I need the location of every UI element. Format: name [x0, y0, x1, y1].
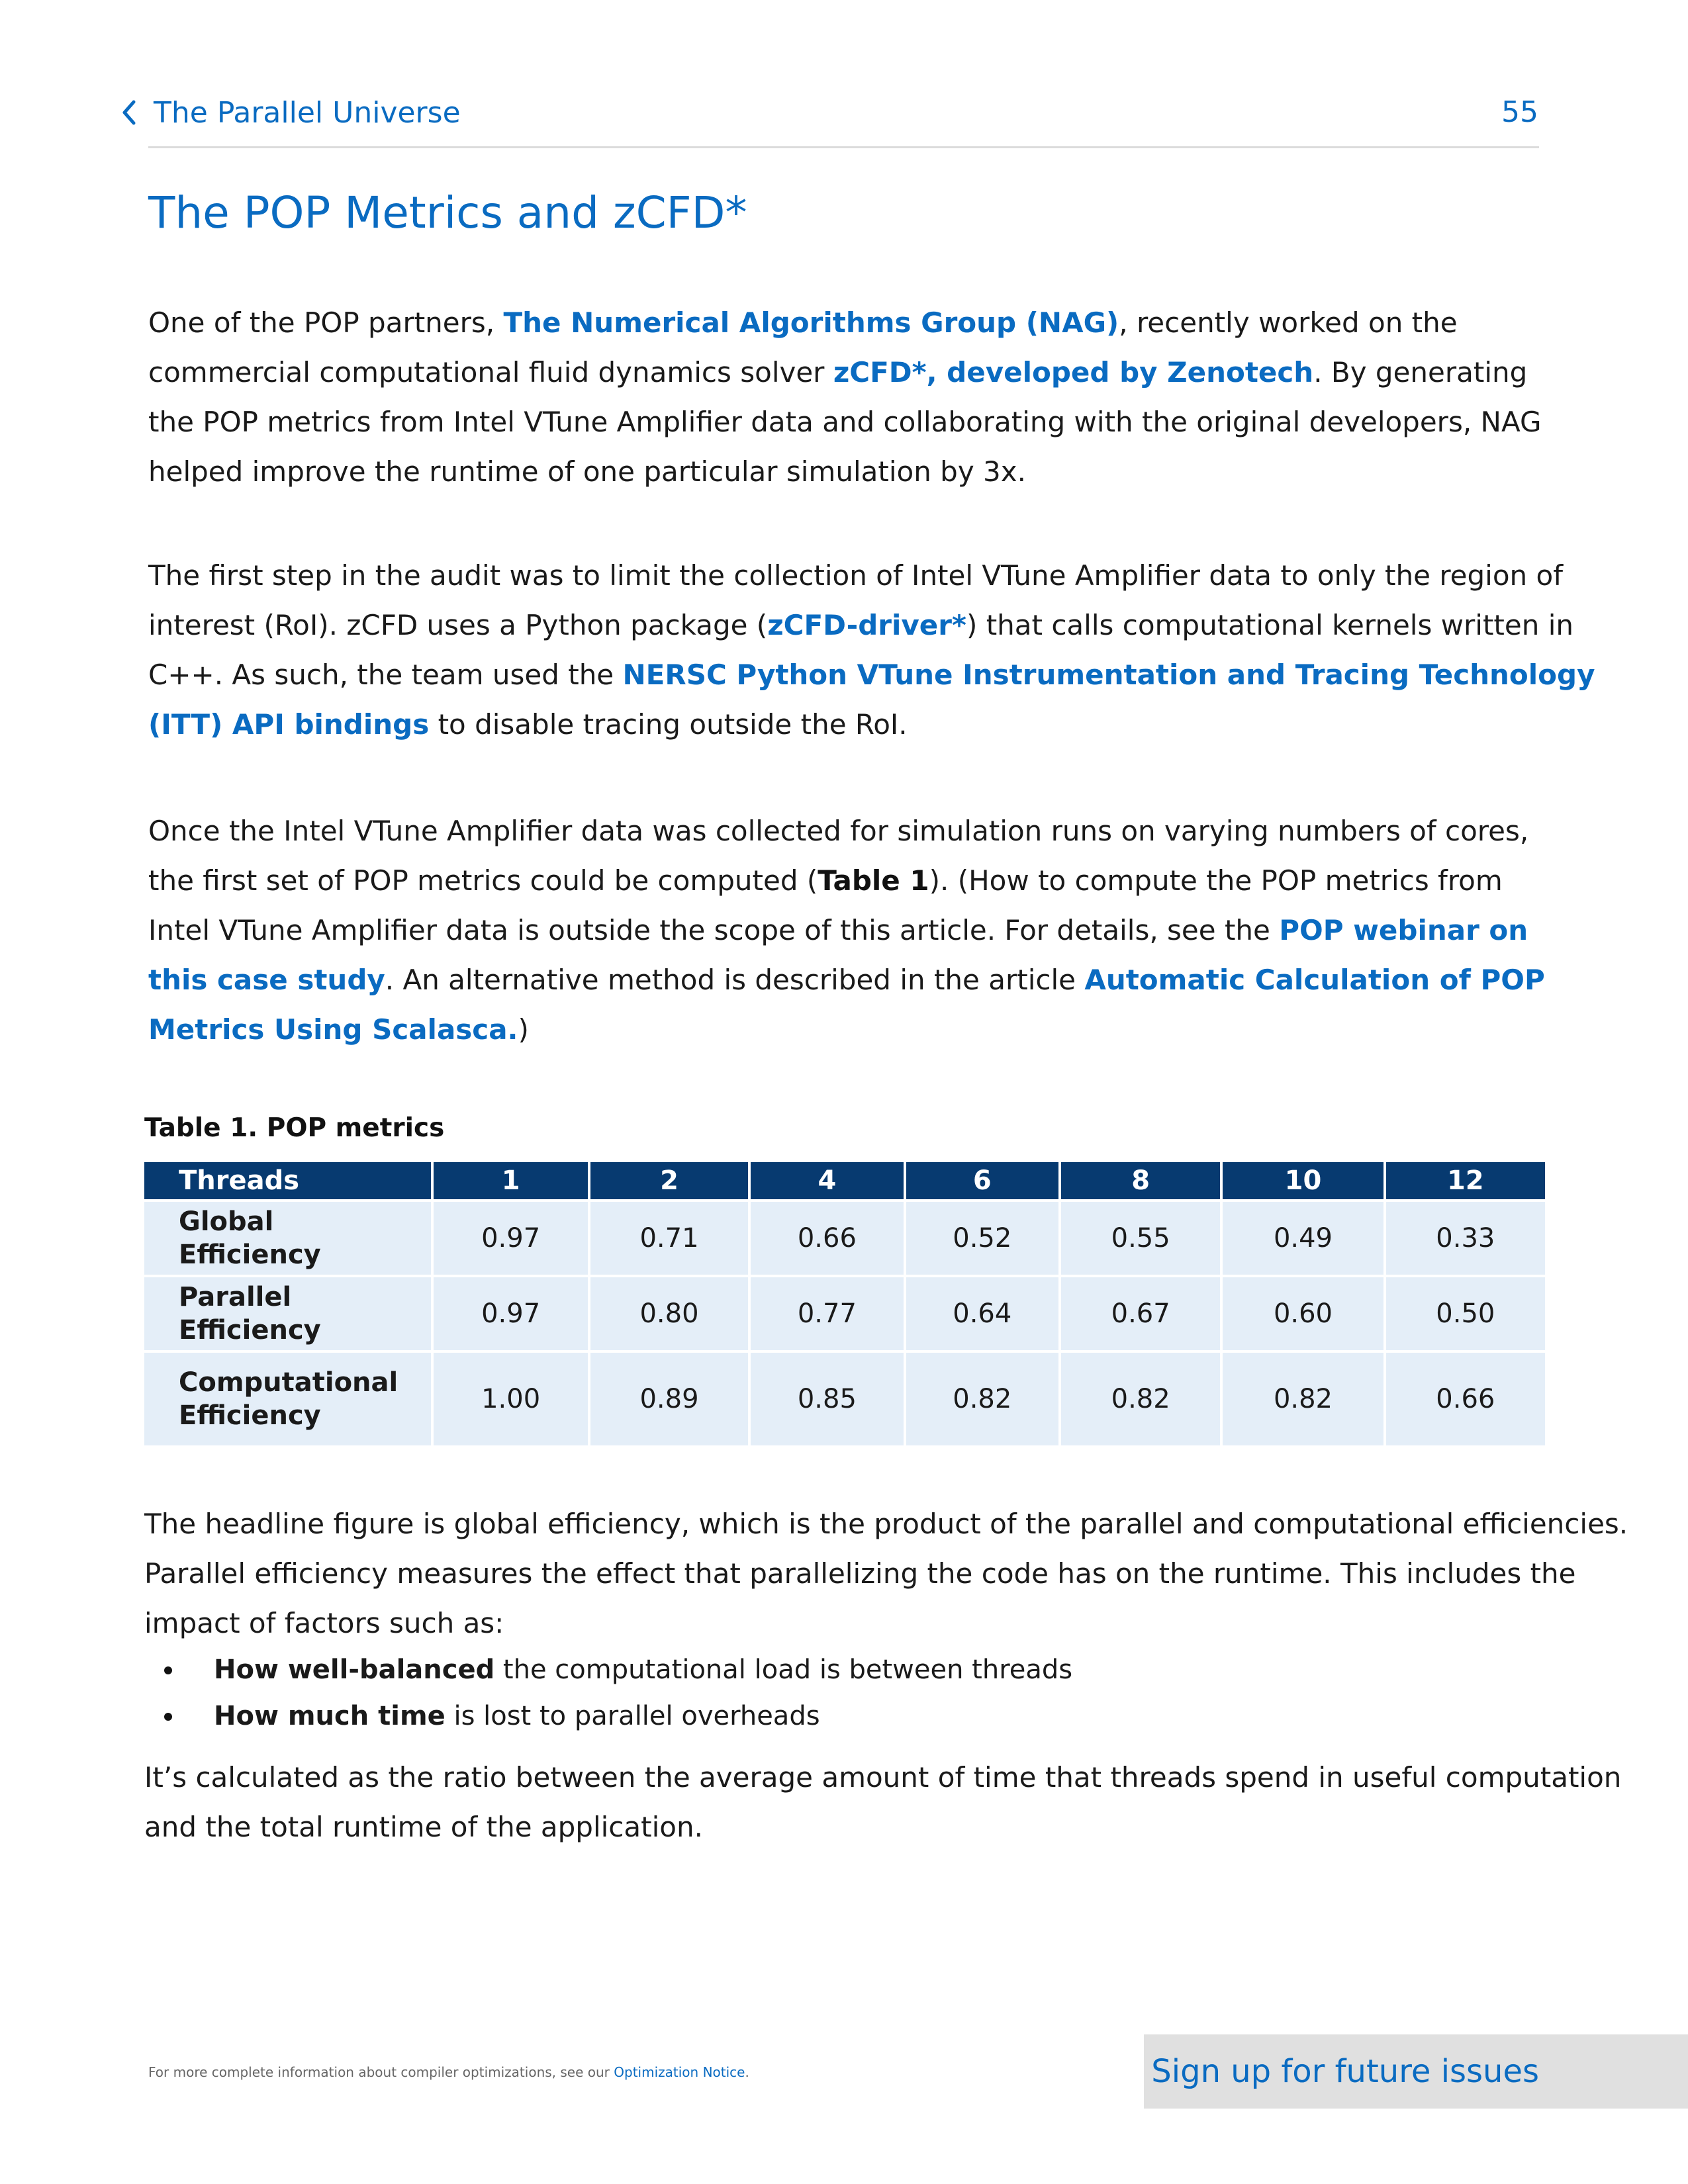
text: ) that calls computational kernels written in — [966, 609, 1574, 641]
table-cell: 0.55 — [1061, 1202, 1220, 1275]
pop-metrics-table — [142, 1160, 1548, 1448]
table-row — [144, 1277, 1545, 1350]
table-cell: 0.64 — [906, 1277, 1058, 1350]
list-item-bold: How much time — [214, 1701, 445, 1731]
table-cell: 0.50 — [1386, 1277, 1545, 1350]
page-title: The POP Metrics and zCFD* — [148, 187, 747, 238]
pop-webinar-link-cont[interactable]: this case study — [148, 964, 385, 996]
signup-button[interactable] — [1144, 2034, 1688, 2109]
nersc-itt-link-cont[interactable]: (ITT) API bindings — [148, 708, 430, 741]
column-header: Threads — [144, 1162, 431, 1199]
paragraph-headline-figure — [144, 1499, 1628, 1648]
table-caption: Table 1. POP metrics — [144, 1113, 445, 1143]
table-cell: 0.71 — [590, 1202, 748, 1275]
pop-webinar-link[interactable]: POP webinar on — [1279, 914, 1528, 946]
table-cell: 0.85 — [751, 1353, 903, 1445]
table-cell: 0.82 — [1223, 1353, 1383, 1445]
table-cell: 1.00 — [434, 1353, 587, 1445]
nersc-itt-link[interactable]: NERSC Python VTune Instrumentation and Tracing Technology — [622, 659, 1595, 691]
table-cell: 0.67 — [1061, 1277, 1220, 1350]
text: C++. As such, the team used the — [148, 659, 623, 691]
table-cell: 0.60 — [1223, 1277, 1383, 1350]
optimization-notice-link[interactable]: Optimization Notice — [614, 2064, 745, 2080]
footer-text: For more complete information about compiler optimizations, see our — [148, 2064, 614, 2080]
text: and the total runtime of the application. — [144, 1811, 703, 1843]
signup-label: Sign up for future issues — [1151, 2053, 1539, 2090]
scalasca-article-link[interactable]: Automatic Calculation of POP — [1084, 964, 1545, 996]
table-cell: 0.97 — [434, 1277, 587, 1350]
column-header: 6 — [906, 1162, 1058, 1199]
magazine-title: The Parallel Universe — [154, 95, 461, 130]
table-cell: 0.49 — [1223, 1202, 1383, 1275]
column-header: 4 — [751, 1162, 903, 1199]
text: Intel VTune Amplifier data is outside the scope of this article. For details, see the — [148, 914, 1280, 946]
column-header: 2 — [590, 1162, 748, 1199]
text: Parallel efficiency measures the effect that parallelizing the code has on the runtime. This includes the — [144, 1557, 1576, 1590]
zcfd-driver-link[interactable]: zCFD-driver* — [767, 609, 966, 641]
table-cell: 0.66 — [1386, 1353, 1545, 1445]
text: interest (RoI). zCFD uses a Python package ( — [148, 609, 768, 641]
list-item — [144, 1693, 1072, 1739]
text: . An alternative method is described in the article — [385, 964, 1085, 996]
table-cell: 0.77 — [751, 1277, 903, 1350]
text: . By generating — [1313, 356, 1528, 388]
footer-note — [148, 2062, 749, 2082]
row-header — [144, 1277, 431, 1350]
text: The headline figure is global efficiency, which is the product of the parallel and computational efficiencies. — [144, 1508, 1628, 1540]
row-label: Parallel — [179, 1282, 292, 1312]
table-cell: 0.52 — [906, 1202, 1058, 1275]
list-item-bold: How well-balanced — [214, 1655, 495, 1685]
row-label: Efficiency — [179, 1315, 321, 1345]
column-header: 10 — [1223, 1162, 1383, 1199]
row-label: Computational — [179, 1367, 399, 1398]
column-header: 12 — [1386, 1162, 1545, 1199]
text: to disable tracing outside the RoI. — [429, 708, 908, 741]
column-header: 8 — [1061, 1162, 1220, 1199]
table-cell: 0.33 — [1386, 1202, 1545, 1275]
text: ) — [518, 1013, 529, 1046]
factors-list — [144, 1647, 1072, 1739]
row-header — [144, 1353, 431, 1445]
row-label: Efficiency — [179, 1240, 321, 1270]
text: the first set of POP metrics could be computed ( — [148, 864, 818, 897]
table-reference: Table 1 — [818, 864, 929, 897]
list-item-text: is lost to parallel overheads — [445, 1701, 820, 1731]
table-cell: 0.82 — [1061, 1353, 1220, 1445]
page-number: 55 — [1501, 95, 1538, 129]
scalasca-article-link-cont[interactable]: Metrics Using Scalasca. — [148, 1013, 518, 1046]
text: Once the Intel VTune Amplifier data was collected for simulation runs on varying numbers of cores, — [148, 815, 1529, 847]
table-row — [144, 1353, 1545, 1445]
text: the POP metrics from Intel VTune Amplifier data and collaborating with the original developers, NAG — [148, 406, 1542, 438]
text: , recently worked on the — [1119, 306, 1458, 339]
footer-text: . — [745, 2064, 749, 2080]
table-cell: 0.66 — [751, 1202, 903, 1275]
list-item-text: the computational load is between threads — [494, 1655, 1073, 1685]
text: helped improve the runtime of one particular simulation by 3x. — [148, 455, 1026, 488]
text: The first step in the audit was to limit the collection of Intel VTune Amplifier data to only the region of — [148, 559, 1563, 592]
paragraph-audit — [148, 551, 1595, 749]
table-row — [144, 1202, 1545, 1275]
list-item — [144, 1647, 1072, 1693]
paragraph-metrics — [148, 806, 1545, 1054]
table-cell: 0.82 — [906, 1353, 1058, 1445]
paragraph-intro — [148, 298, 1545, 496]
text: ). (How to compute the POP metrics from — [929, 864, 1503, 897]
text: One of the POP partners, — [148, 306, 504, 339]
back-to-magazine-link[interactable] — [119, 93, 461, 132]
text: commercial computational fluid dynamics solver — [148, 356, 833, 388]
header-divider — [148, 146, 1539, 148]
table-cell: 0.89 — [590, 1353, 748, 1445]
row-header — [144, 1202, 431, 1275]
text: It’s calculated as the ratio between the average amount of time that threads spend in useful computation — [144, 1761, 1622, 1794]
row-label: Efficiency — [179, 1400, 321, 1431]
table-header-row — [144, 1162, 1545, 1199]
text: impact of factors such as: — [144, 1607, 504, 1639]
chevron-left-icon — [119, 98, 139, 127]
nag-link[interactable]: The Numerical Algorithms Group (NAG) — [503, 306, 1119, 339]
table-cell: 0.80 — [590, 1277, 748, 1350]
table-cell: 0.97 — [434, 1202, 587, 1275]
row-label: Global — [179, 1206, 274, 1237]
zcfd-link[interactable]: zCFD*, developed by Zenotech — [833, 356, 1314, 388]
column-header: 1 — [434, 1162, 587, 1199]
paragraph-calculation — [144, 1752, 1622, 1852]
